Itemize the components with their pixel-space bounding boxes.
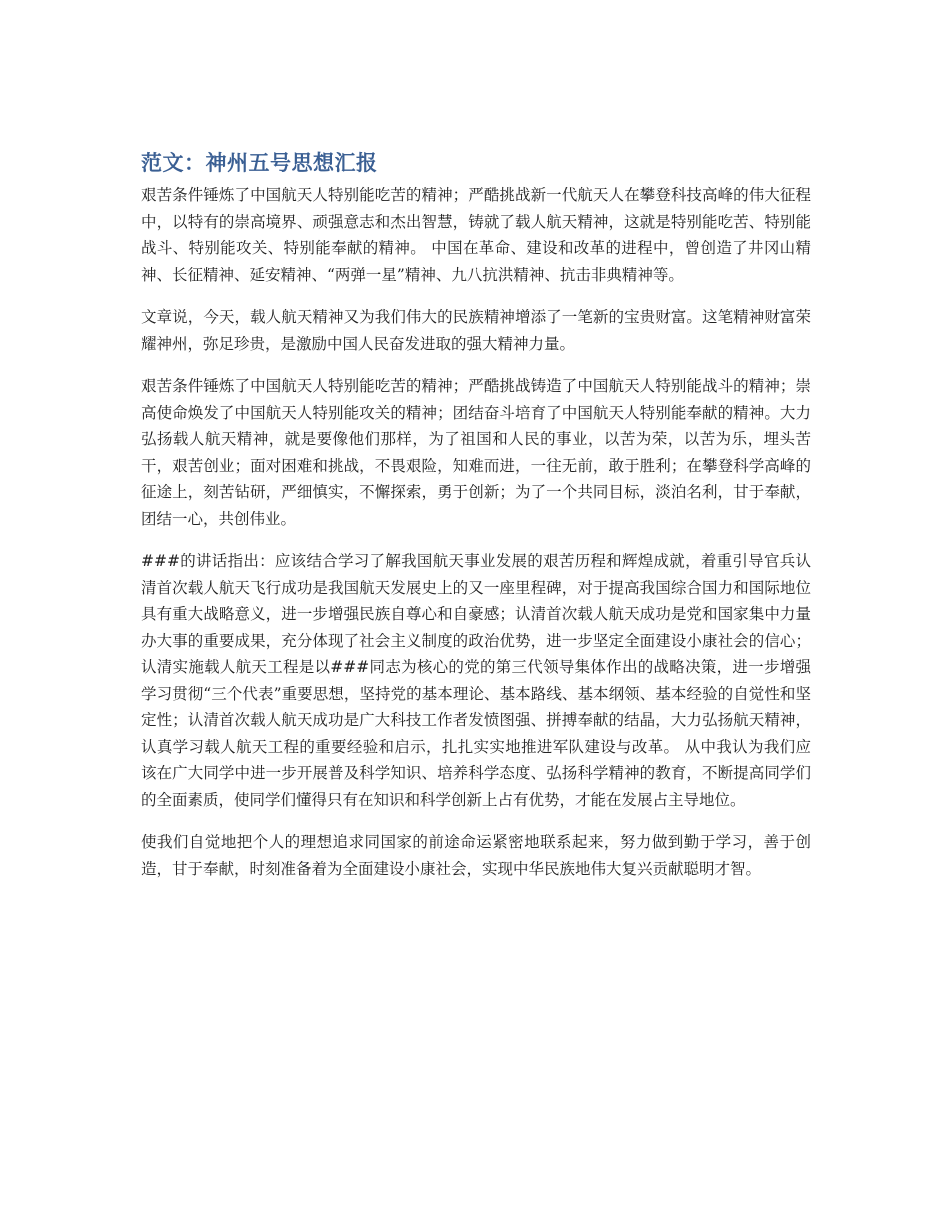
paragraph-3: 艰苦条件锤炼了中国航天人特别能吃苦的精神；严酷挑战铸造了中国航天人特别能战斗的精神；崇高使命焕发了中国航天人特别能攻关的精神；团结奋斗培育了中国航天人特别能奉献的精神。大力弘扬载人航天精神，就是要像他们那样，为了祖国和人民的事业，以苦为荣，以苦为乐，埋头苦干，艰苦创业；面对困难和挑战，不畏艰险，知难而进，一往无前，敢于胜利；在攀登科学高峰的征途上，刻苦钻研，严细慎实，不懈探索，勇于创新；为了一个共同目标，淡泊名利，甘于奉献，团结一心，共创伟业。 (141, 377, 811, 528)
paragraph-1: 艰苦条件锤炼了中国航天人特别能吃苦的精神；严酷挑战新一代航天人在攀登科技高峰的伟大征程中，以特有的崇高境界、顽强意志和杰出智慧，铸就了载人航天精神，这就是特别能吃苦、特别能战斗、特别能攻关、特别能奉献的精神。 中国在革命、建设和改革的进程中，曾创造了井冈山精神、长征精神、延安精神、“两弹一星”精神、九八抗洪精神、抗击非典精神等。 (141, 186, 811, 284)
paragraph-4: ###的讲话指出：应该结合学习了解我国航天事业发展的艰苦历程和辉煌成就，着重引导官兵认清首次载人航天飞行成功是我国航天发展史上的又一座里程碑，对于提高我国综合国力和国际地位具有重大战略意义，进一步增强民族自尊心和自豪感；认清首次载人航天成功是党和国家集中力量办大事的重要成果，充分体现了社会主义制度的政治优势，进一步坚定全面建设小康社会的信心；认清实施载人航天工程是以###同志为核心的党的第三代领导集体作出的战略决策，进一步增强学习贯彻“三个代表”重要思想，坚持党的基本理论、基本路线、基本纲领、基本经验的自觉性和坚定性；认清首次载人航天成功是广大科技工作者发愤图强、拼搏奉献的结晶，大力弘扬航天精神，认真学习载人航天工程的重要经验和启示，扎扎实实地推进军队建设与改革。 从中我认为我们应该在广大同学中进一步开展普及科学知识、培养科学态度、弘扬科学精神的教育，不断提高同学们的全面素质，使同学们懂得只有在知识和科学创新上占有优势，才能在发展占主导地位。 (141, 552, 811, 809)
paragraph-2: 文章说，今天，载人航天精神又为我们伟大的民族精神增添了一笔新的宝贵财富。这笔精神财富荣耀神州，弥足珍贵，是激励中国人民奋发进取的强大精神力量。 (141, 308, 811, 353)
document-title: 范文：神州五号思想汇报 (141, 151, 378, 175)
document-page (141, 148, 811, 898)
paragraph-5: 使我们自觉地把个人的理想追求同国家的前途命运紧密地联系起来，努力做到勤于学习，善于创造，甘于奉献，时刻准备着为全面建设小康社会，实现中华民族地伟大复兴贡献聪明才智。 (141, 833, 811, 878)
